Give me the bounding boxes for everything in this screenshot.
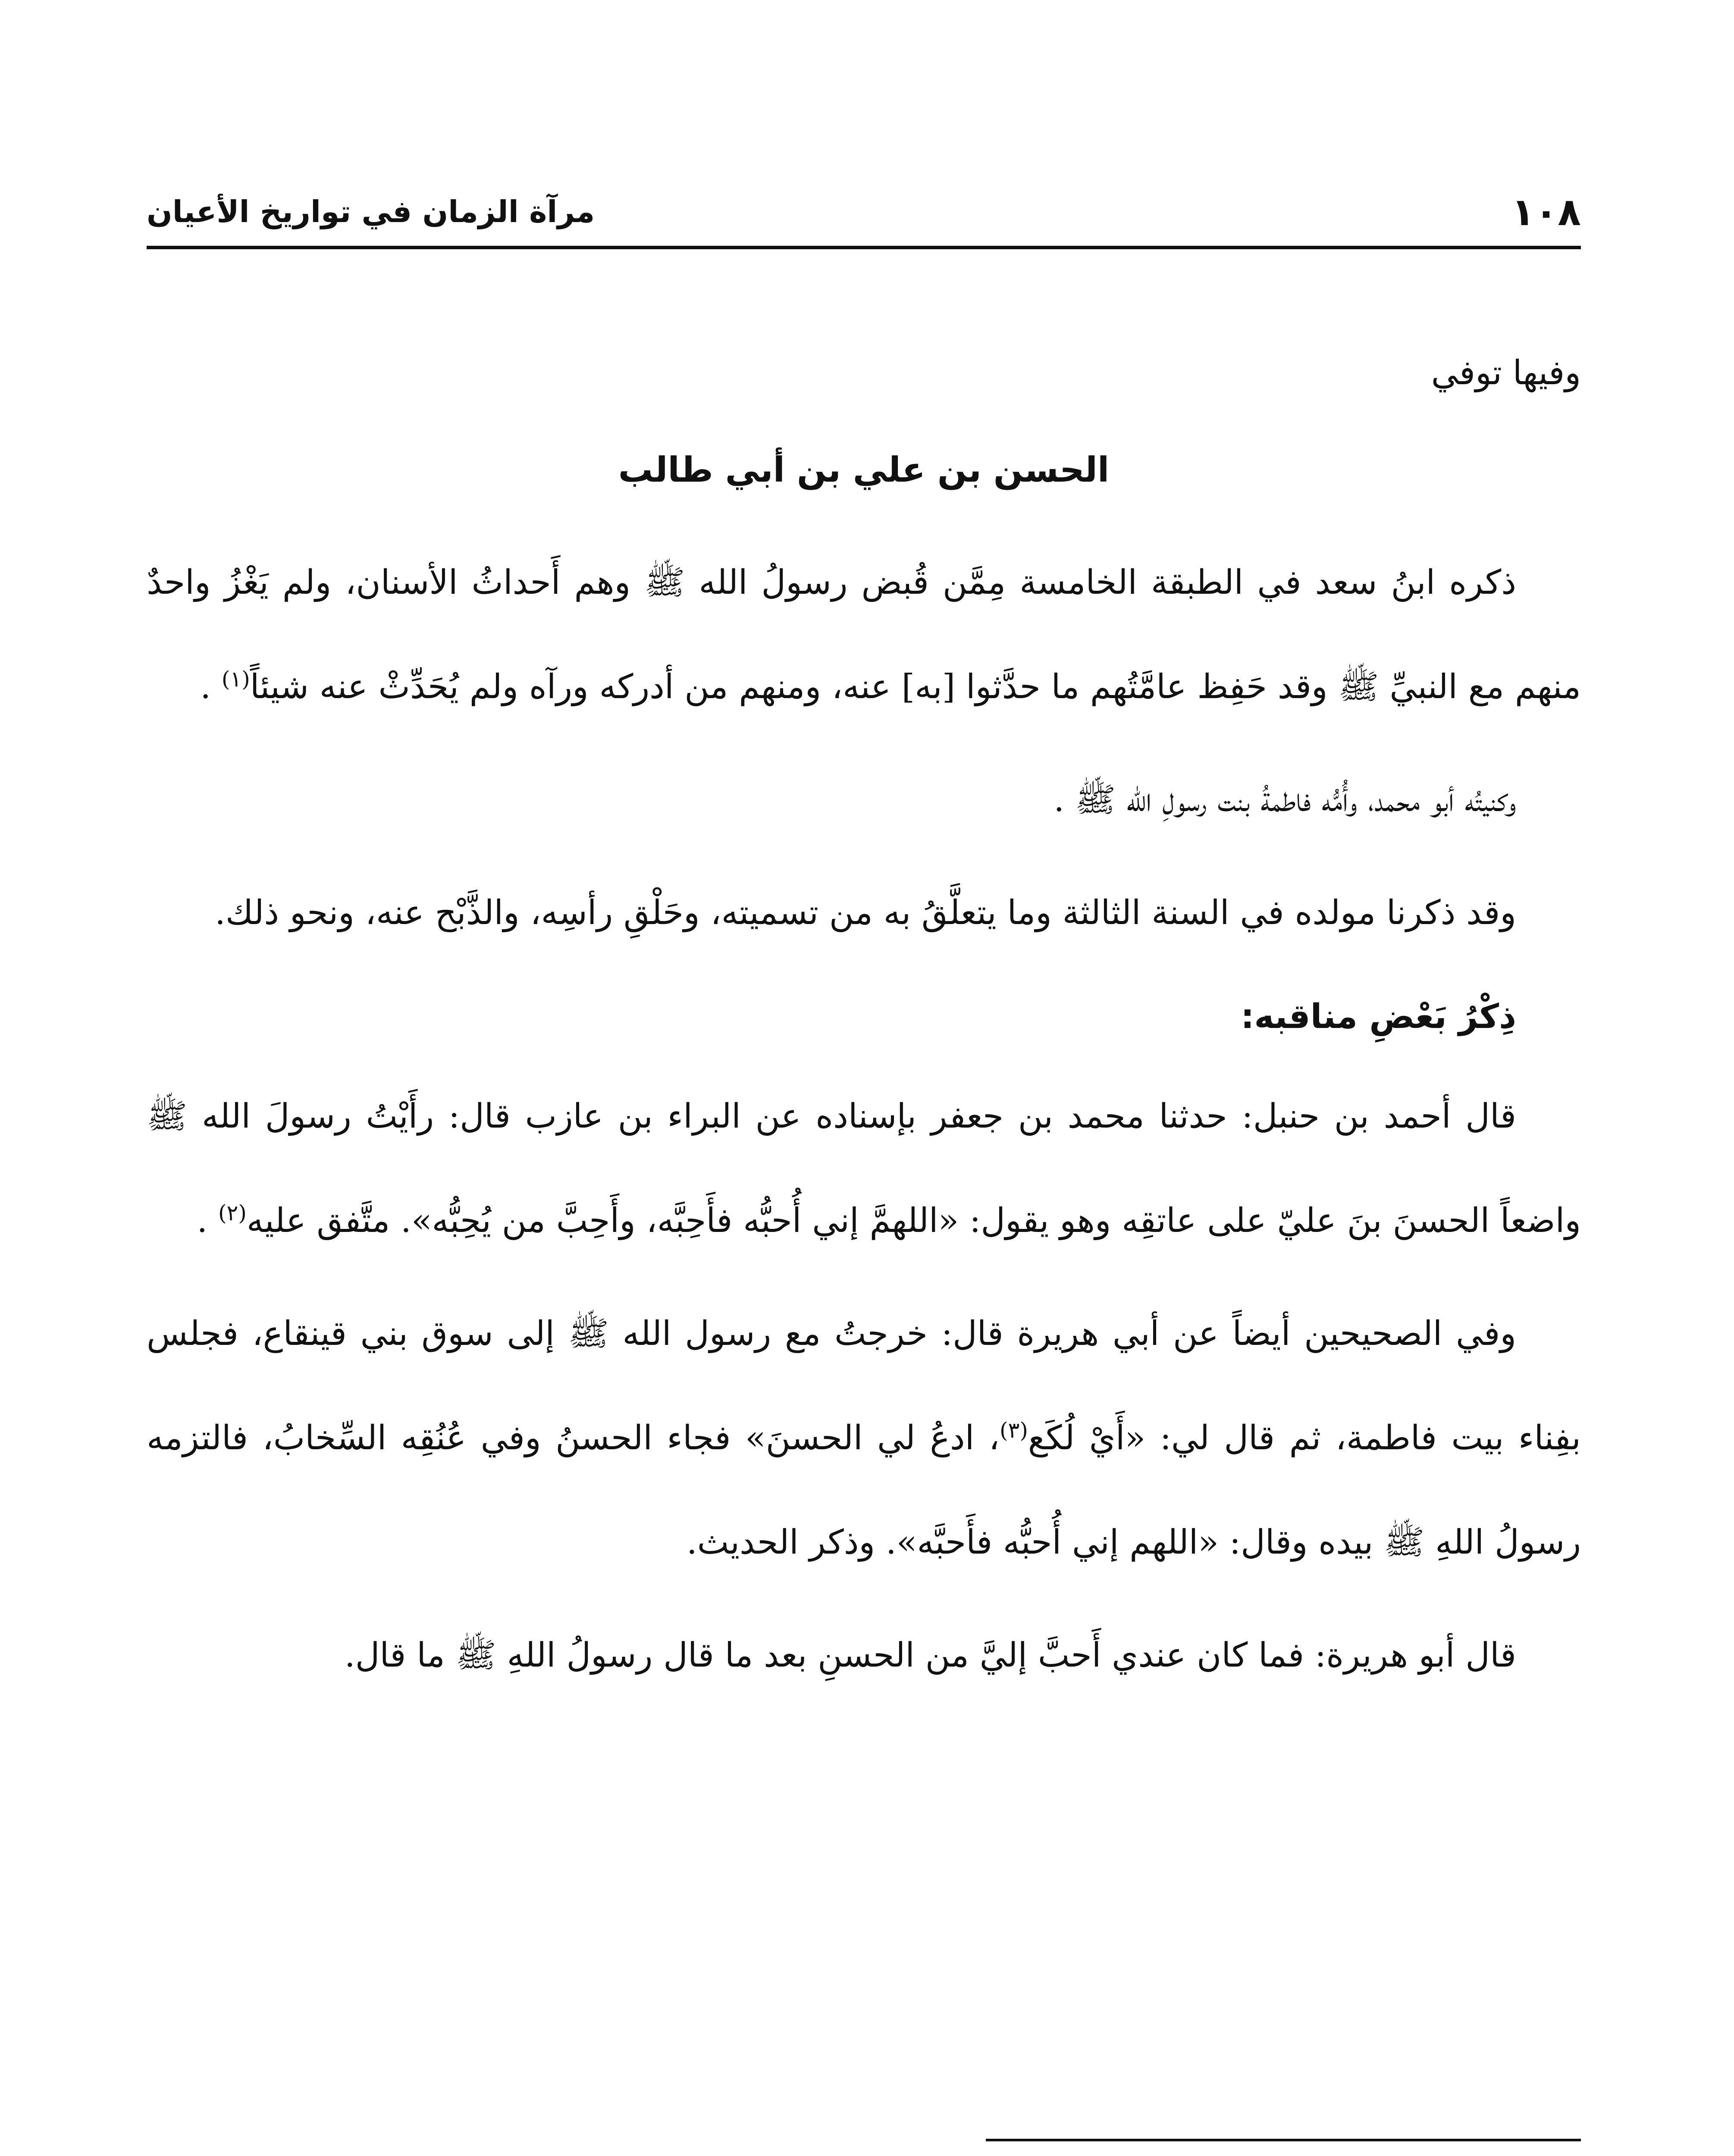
section-title: الحسن بن علي بن أبي طالب bbox=[618, 450, 1110, 490]
footnote-ref-3: (٣) bbox=[1000, 1418, 1028, 1443]
footnote-ref-2: (٢) bbox=[218, 1200, 247, 1225]
paragraph-1 bbox=[147, 530, 1581, 739]
paragraph-1-end: . bbox=[200, 667, 222, 706]
body-text bbox=[147, 319, 1581, 1716]
footnote-divider bbox=[986, 2139, 1581, 2141]
footnote-ref-1: (١) bbox=[221, 667, 250, 692]
subheading: ذِكْرُ بَعْضِ مناقبه: bbox=[1241, 997, 1516, 1036]
page-header bbox=[147, 181, 1581, 249]
paragraph-5-text-a: وفي الصحيحين أيضاً عن أبي هريرة قال: خرجتُ مع رسول الله ﷺ إلى سوق بني قينقاع، فجلس بفِناء بيت فاطمة، ثم قال لي: «أَيْ لُكَع bbox=[147, 1314, 1581, 1457]
running-title: مرآة الزمان في تواريخ الأعيان bbox=[147, 194, 595, 229]
paragraph-4 bbox=[147, 1064, 1581, 1273]
paragraph-4-end: . bbox=[197, 1201, 218, 1240]
paragraph-1-text: ذكره ابنُ سعد في الطبقة الخامسة مِمَّن قُبض رسولُ الله ﷺ وهم أَحداثُ الأسنان، ولم يَغْزُ واحدٌ منهم مع النبيِّ ﷺ وقد حَفِظ عامَّتُهم ما حدَّثوا [به] عنه، ومنهم من أدركه ورآه ولم يُحَدِّثْ عنه شيئاً bbox=[147, 563, 1581, 706]
page-number: ١٠٨ bbox=[1511, 190, 1581, 234]
paragraph-5-text-b: ، ادعُ لي الحسنَ» فجاء الحسنُ وفي عُنُقِه السِّخابُ، فالتزمه رسولُ اللهِ ﷺ بيده وقال: «اللهم إني أُحبُّه فأَحبَّه». وذكر الحديث. bbox=[147, 1419, 1581, 1562]
intro-line: وفيها توفي bbox=[1431, 354, 1581, 392]
paragraph-6: قال أبو هريرة: فما كان عندي أَحبَّ إليَّ من الحسنِ بعد ما قال رسولُ اللهِ ﷺ ما قال. bbox=[344, 1636, 1516, 1675]
paragraph-5 bbox=[147, 1282, 1581, 1595]
paragraph-3: وقد ذكرنا مولده في السنة الثالثة وما يتعلَّقُ به من تسميته، وحَلْقِ رأسِه، والذَّبْح عنه، ونحو ذلك. bbox=[215, 893, 1516, 932]
paragraph-4-text: قال أحمد بن حنبل: حدثنا محمد بن جعفر بإسناده عن البراء بن عازب قال: رأَيْتُ رسولَ الله ﷺ واضعاً الحسنَ بنَ عليّ على عاتقِه وهو يقول: «اللهمَّ إني أُحبُّه فأَحِبَّه، وأَحِبَّ من يُحِبُّه». متَّفق عليه bbox=[147, 1097, 1581, 1240]
paragraph-2: وكنيتُه أبو محمد، وأُمُّه فاطمةُ بنت رسولِ الله ﷺ . bbox=[1054, 780, 1516, 819]
